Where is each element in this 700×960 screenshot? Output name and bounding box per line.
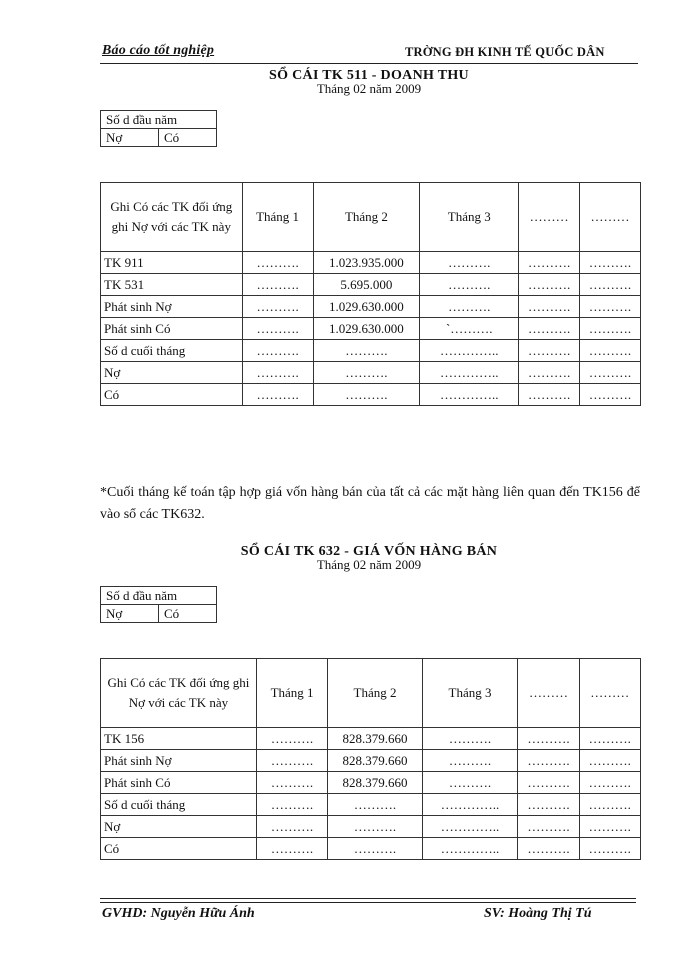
- cell-month1: ……….: [242, 362, 313, 384]
- explanatory-paragraph: *Cuối tháng kế toán tập hợp giá vốn hàng bán của tất cả các mặt hàng liên quan đến TK156 để vào sổ các TK632.: [100, 485, 640, 522]
- row-label: Số d cuối tháng: [101, 340, 243, 362]
- cell-extra2: ……….: [580, 318, 641, 340]
- report-header-left: Báo cáo tốt nghiệp: [102, 43, 215, 58]
- cell-extra2: ……….: [579, 728, 640, 750]
- cell-month3: ……….: [422, 772, 518, 794]
- table-row: [101, 362, 641, 384]
- col-header-extra2: ………: [579, 659, 640, 728]
- row-label: Phát sinh Nợ: [101, 750, 257, 772]
- footer-divider-bottom: [100, 902, 636, 903]
- cell-month1: ……….: [242, 340, 313, 362]
- table-row: [101, 384, 641, 406]
- cell-extra1: ……….: [518, 728, 579, 750]
- cell-month1: ……….: [242, 252, 313, 274]
- col-header-extra1: ………: [518, 659, 579, 728]
- cell-extra1: ……….: [519, 362, 580, 384]
- table-row: [101, 772, 641, 794]
- cell-month3: ……….: [422, 750, 518, 772]
- cell-month3: ……….: [420, 296, 519, 318]
- cell-month1: ……….: [242, 318, 313, 340]
- cell-month1: ……….: [256, 772, 327, 794]
- cell-month1: ……….: [242, 384, 313, 406]
- col-header-extra1: ………: [519, 183, 580, 252]
- cell-month1: ……….: [256, 838, 327, 860]
- cell-extra2: ……….: [580, 340, 641, 362]
- cell-month3: …………..: [420, 384, 519, 406]
- section2-subtitle: Tháng 02 năm 2009: [316, 557, 422, 572]
- ledger-header-row: [101, 659, 641, 728]
- cell-extra1: ……….: [519, 274, 580, 296]
- row-label: Số d cuối tháng: [101, 794, 257, 816]
- table-row: [101, 296, 641, 318]
- opening-credit: Có: [159, 129, 217, 147]
- table-row: [101, 252, 641, 274]
- cell-month2: 1.023.935.000: [313, 252, 420, 274]
- section1-subtitle: Tháng 02 năm 2009: [316, 81, 422, 96]
- col-header-month3: Tháng 3: [420, 183, 519, 252]
- section2-title: SỔ CÁI TK 632 - GIÁ VỐN HÀNG BÁN: [240, 544, 498, 559]
- cell-month1: ……….: [242, 296, 313, 318]
- cell-extra1: ……….: [518, 794, 579, 816]
- header-divider: [100, 63, 638, 64]
- cell-extra1: ……….: [519, 296, 580, 318]
- table-row: [101, 318, 641, 340]
- col-header-month3: Tháng 3: [422, 659, 518, 728]
- cell-month3: ……….: [420, 252, 519, 274]
- cell-month2: 828.379.660: [328, 728, 423, 750]
- cell-month3: ……….: [420, 274, 519, 296]
- cell-month1: ……….: [256, 794, 327, 816]
- cell-month3: …………..: [422, 838, 518, 860]
- col-header-month1: Tháng 1: [256, 659, 327, 728]
- col-header-extra2: ………: [580, 183, 641, 252]
- cell-extra1: ……….: [518, 838, 579, 860]
- cell-month3: ……….: [422, 728, 518, 750]
- cell-month2: ……….: [313, 362, 420, 384]
- col-header-account: Ghi Có các TK đối ứng ghi Nợ với các TK này: [101, 659, 257, 728]
- section1-title: SỔ CÁI TK 511 - DOANH THU: [269, 68, 469, 83]
- section1-ledger-table: [100, 182, 641, 406]
- cell-extra2: ……….: [580, 252, 641, 274]
- table-row: [101, 794, 641, 816]
- cell-extra1: ……….: [519, 340, 580, 362]
- cell-month3: …………..: [422, 794, 518, 816]
- section2-opening-balance-table: [100, 586, 217, 623]
- col-header-account: Ghi Có các TK đối ứng ghi Nợ với các TK này: [101, 183, 243, 252]
- cell-month1: ……….: [256, 816, 327, 838]
- col-header-month2: Tháng 2: [328, 659, 423, 728]
- opening-credit: Có: [159, 605, 217, 623]
- table-row: [101, 816, 641, 838]
- cell-month3: …………..: [422, 816, 518, 838]
- opening-balance-label: Số d đầu năm: [101, 587, 217, 605]
- cell-extra2: ……….: [579, 816, 640, 838]
- cell-extra1: ……….: [518, 772, 579, 794]
- cell-month2: ……….: [313, 340, 420, 362]
- section2-ledger-table: [100, 658, 641, 860]
- cell-extra2: ……….: [579, 772, 640, 794]
- cell-month1: ……….: [242, 274, 313, 296]
- cell-month3: `……….: [420, 318, 519, 340]
- row-label: Nợ: [101, 816, 257, 838]
- cell-month2: ……….: [313, 384, 420, 406]
- cell-extra2: ……….: [580, 296, 641, 318]
- cell-month2: ……….: [328, 794, 423, 816]
- cell-extra2: ……….: [579, 794, 640, 816]
- cell-month2: 1.029.630.000: [313, 318, 420, 340]
- row-label: TK 911: [101, 252, 243, 274]
- cell-extra1: ……….: [519, 252, 580, 274]
- row-label: Có: [101, 384, 243, 406]
- row-label: Có: [101, 838, 257, 860]
- cell-month1: ……….: [256, 750, 327, 772]
- report-header-right: TRỜNG ĐH KINH TẾ QUỐC DÂN: [405, 45, 605, 59]
- cell-month2: 828.379.660: [328, 750, 423, 772]
- cell-month2: 1.029.630.000: [313, 296, 420, 318]
- table-row: [101, 838, 641, 860]
- cell-month3: …………..: [420, 340, 519, 362]
- cell-extra1: ……….: [518, 750, 579, 772]
- cell-month2: 5.695.000: [313, 274, 420, 296]
- cell-month1: ……….: [256, 728, 327, 750]
- row-label: Phát sinh Có: [101, 318, 243, 340]
- cell-month2: 828.379.660: [328, 772, 423, 794]
- col-header-month2: Tháng 2: [313, 183, 420, 252]
- cell-extra1: ……….: [519, 318, 580, 340]
- row-label: TK 156: [101, 728, 257, 750]
- table-row: [101, 274, 641, 296]
- section1-opening-balance-table: [100, 110, 217, 147]
- cell-extra2: ……….: [580, 362, 641, 384]
- table-row: [101, 728, 641, 750]
- cell-extra2: ……….: [579, 838, 640, 860]
- col-header-month1: Tháng 1: [242, 183, 313, 252]
- cell-extra1: ……….: [519, 384, 580, 406]
- row-label: TK 531: [101, 274, 243, 296]
- cell-extra2: ……….: [579, 750, 640, 772]
- opening-debit: Nợ: [101, 605, 159, 623]
- opening-balance-label: Số d đầu năm: [101, 111, 217, 129]
- cell-extra2: ……….: [580, 274, 641, 296]
- cell-month3: …………..: [420, 362, 519, 384]
- footer-supervisor: GVHD: Nguyễn Hữu Ánh: [102, 906, 255, 921]
- cell-extra2: ……….: [580, 384, 641, 406]
- opening-debit: Nợ: [101, 129, 159, 147]
- table-row: [101, 340, 641, 362]
- cell-extra1: ……….: [518, 816, 579, 838]
- footer-student: SV: Hoàng Thị Tú: [484, 906, 592, 921]
- row-label: Phát sinh Nợ: [101, 296, 243, 318]
- cell-month2: ……….: [328, 816, 423, 838]
- table-row: [101, 750, 641, 772]
- cell-month2: ……….: [328, 838, 423, 860]
- footer-divider-top: [100, 898, 636, 899]
- row-label: Nợ: [101, 362, 243, 384]
- ledger-header-row: [101, 183, 641, 252]
- row-label: Phát sinh Có: [101, 772, 257, 794]
